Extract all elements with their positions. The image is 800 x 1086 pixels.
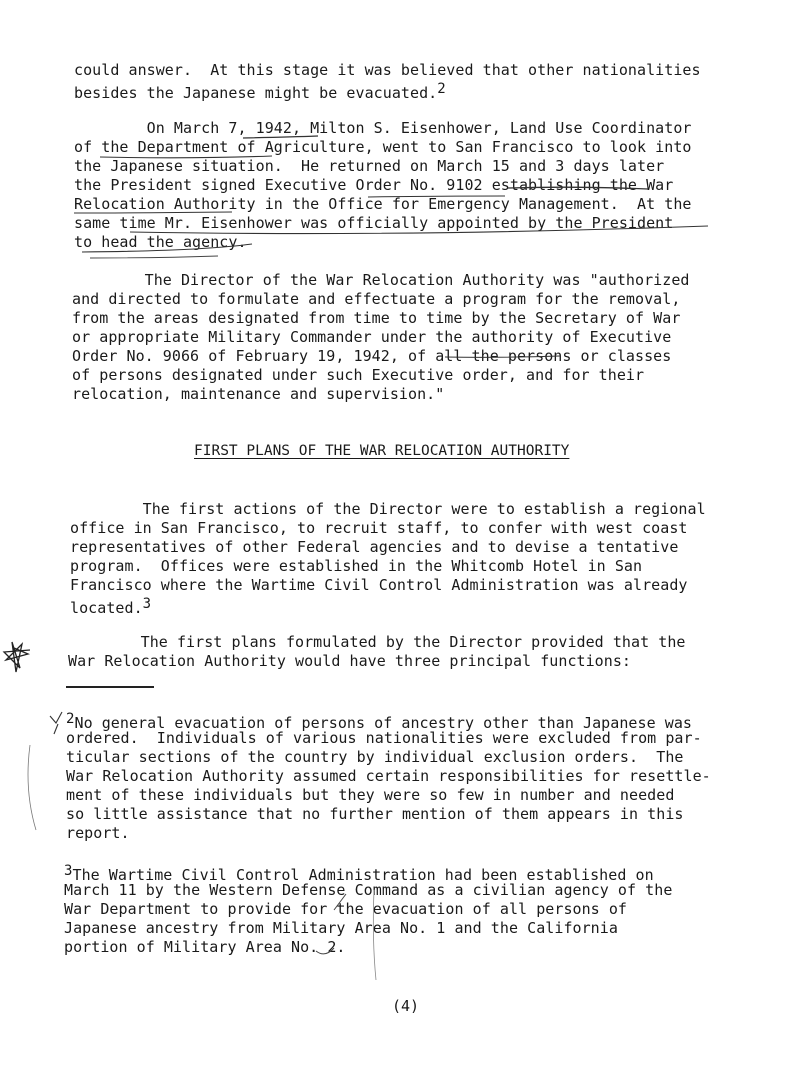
footnote-line: ticular sections of the country by individual exclusion orders. The (66, 748, 684, 766)
text-line: Order No. 9066 of February 19, 1942, of all the persons or classes (72, 347, 672, 365)
pencil-mark (316, 948, 334, 954)
text-line: The first plans formulated by the Director provided that the (68, 633, 686, 651)
text-line: of the Department of Agriculture, went to San Francisco to look into (74, 138, 692, 156)
text-line: to head the agency. (74, 233, 247, 251)
section-heading: FIRST PLANS OF THE WAR RELOCATION AUTHORITY (194, 443, 570, 459)
footnote-line: report. (66, 824, 130, 842)
text-line: and directed to formulate and effectuate a program for the removal, (72, 290, 681, 308)
footnote-line: War Relocation Authority assumed certain responsibilities for resettle- (66, 767, 711, 785)
footnote-line: March 11 by the Western Defense Command as a civilian agency of the (64, 881, 673, 899)
pencil-underline (243, 136, 318, 138)
text-line: the President signed Executive Order No. 9102 establishing the War (74, 176, 674, 194)
pencil-underline (90, 256, 218, 258)
text-line: Francisco where the Wartime Civil Control Administration was already (70, 576, 688, 594)
footnote-line: Japanese ancestry from Military Area No. 1 and the California (64, 919, 618, 937)
text-line: located.3 (70, 596, 152, 617)
text-line: relocation, maintenance and supervision." (72, 385, 445, 403)
text-line: The Director of the War Relocation Authority was "authorized (72, 271, 690, 289)
text-line: War Relocation Authority would have three principal functions: (68, 652, 632, 670)
text-line: same time Mr. Eisenhower was officially appointed by the President (74, 214, 674, 232)
footnote-line: ment of these individuals but they were so few in number and needed (66, 786, 675, 804)
footnote-line: portion of Military Area No. 2. (64, 938, 346, 956)
text-line: Relocation Authority in the Office for Emergency Management. At the (74, 195, 692, 213)
pencil-underline (82, 244, 252, 252)
footnote-ref-3: 3 (142, 596, 152, 612)
text-line: On March 7, 1942, Milton S. Eisenhower, Land Use Coordinator (74, 119, 692, 137)
footnote-mark-3: 3 (64, 863, 73, 879)
pencil-check-mark (50, 712, 62, 734)
text-line: the Japanese situation. He returned on March 15 and 3 days later (74, 157, 665, 175)
pencil-underline (100, 156, 272, 158)
pencil-mark (334, 894, 346, 910)
footnote-line: ordered. Individuals of various nationalities were excluded from par- (66, 729, 702, 747)
page-number: (4) (392, 997, 420, 1015)
text-line: besides the Japanese might be evacuated.2 (74, 81, 446, 102)
text-line: representatives of other Federal agencies and to devise a tentative (70, 538, 679, 556)
text-line: could answer. At this stage it was believed that other nationalities (74, 61, 701, 79)
text-line: The first actions of the Director were to establish a regional (70, 500, 706, 518)
text-line: office in San Francisco, to recruit staff, to confer with west coast (70, 519, 688, 537)
pencil-underline (368, 196, 505, 197)
pencil-line (373, 890, 376, 980)
text-line: from the areas designated from time to time by the Secretary of War (72, 309, 681, 327)
pencil-strike (445, 356, 560, 357)
footnote-ref-2: 2 (437, 81, 446, 97)
text-line: of persons designated under such Executive order, and for their (72, 366, 645, 384)
pencil-bracket (28, 745, 36, 830)
pencil-strike (508, 187, 648, 189)
footnote-line: 3The Wartime Civil Control Administration had been established on (64, 863, 654, 884)
star-icon (4, 642, 30, 672)
pencil-underline (130, 226, 708, 234)
text-line: program. Offices were established in the Whitcomb Hotel in San (70, 557, 643, 575)
footnote-line: 2No general evacuation of persons of ancestry other than Japanese was (66, 711, 692, 732)
footnote-mark-2: 2 (66, 711, 75, 727)
footnote-line: so little assistance that no further mention of them appears in this (66, 805, 684, 823)
pencil-underline (74, 212, 232, 213)
text-line: or appropriate Military Commander under the authority of Executive (72, 328, 672, 346)
footnote-line: War Department to provide for the evacuation of all persons of (64, 900, 628, 918)
